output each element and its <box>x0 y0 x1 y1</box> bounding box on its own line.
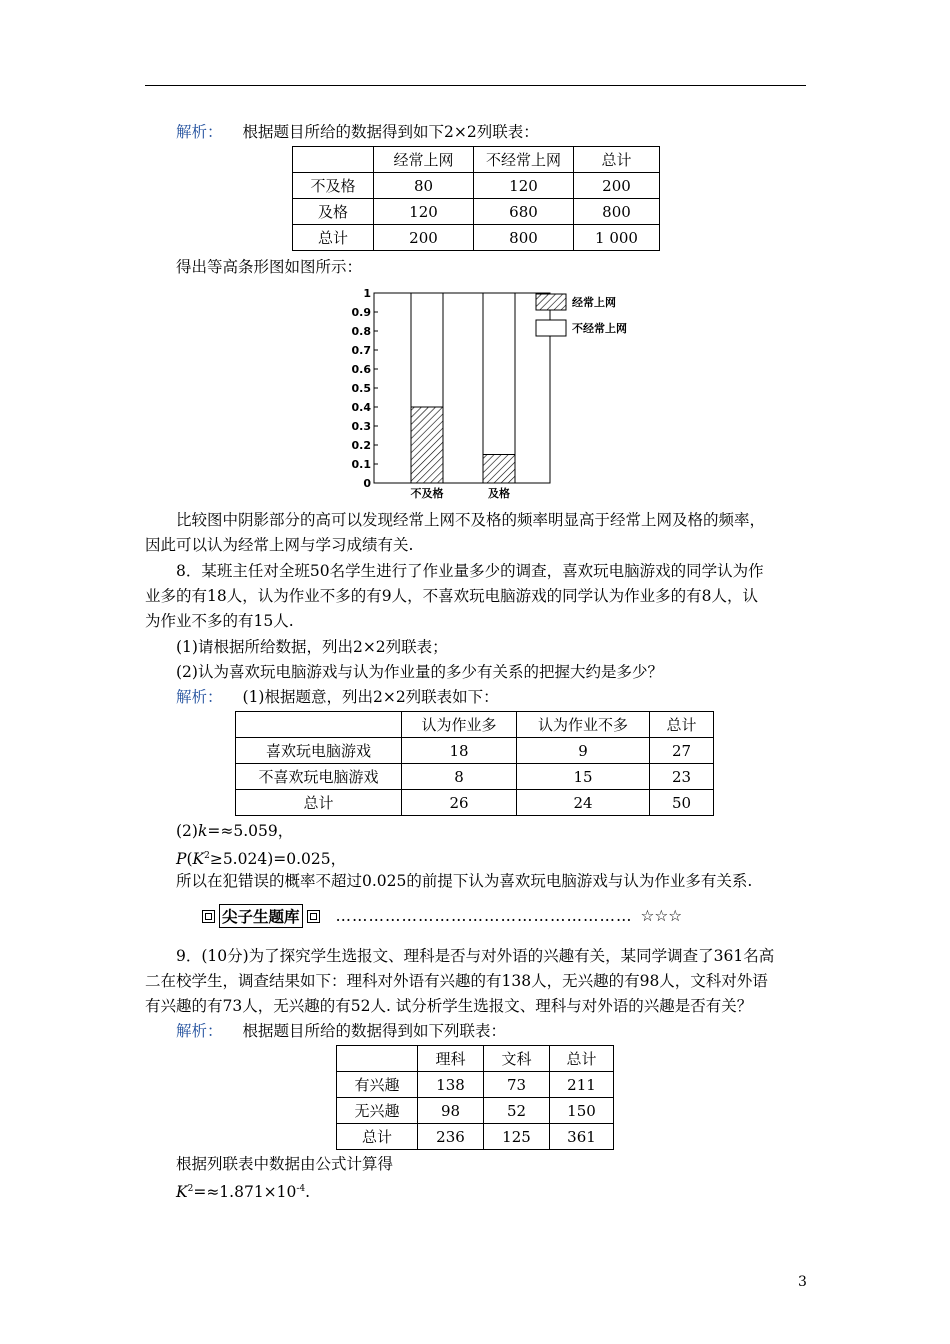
table-cell: 总计 <box>650 712 714 738</box>
table-cell: 800 <box>474 225 574 251</box>
legend-swatch <box>536 320 566 336</box>
table-cell: 23 <box>650 764 714 790</box>
y-tick-label: 0.2 <box>351 439 371 452</box>
table-cell: 80 <box>374 173 474 199</box>
table-cell: 361 <box>550 1124 614 1150</box>
k2-exponent: 2 <box>187 1184 194 1194</box>
y-tick-label: 0.5 <box>351 382 371 395</box>
table-cell: 211 <box>550 1072 614 1098</box>
table-cell: 236 <box>418 1124 484 1150</box>
table-row <box>337 1098 614 1124</box>
difficulty-stars: ☆☆☆ <box>640 907 683 925</box>
table-cell: 120 <box>474 173 574 199</box>
analysis-label: 解析： <box>176 688 223 706</box>
analysis-label: 解析： <box>176 123 223 141</box>
table-cell: 26 <box>402 790 517 816</box>
table-cell: 理科 <box>418 1046 484 1072</box>
conclusion-line-2: 因此可以认为经常上网与学习成绩有关. <box>145 536 414 554</box>
legend-label: 经常上网 <box>572 296 616 309</box>
x-category-label: 不及格 <box>410 487 444 500</box>
table-cell: 9 <box>517 738 650 764</box>
table-cell: 总计 <box>337 1124 418 1150</box>
table-cell: 认为作业不多 <box>517 712 650 738</box>
k-value: =≈5.059， <box>207 822 294 840</box>
contingency-table-8 <box>235 711 714 816</box>
table-cell: 及格 <box>293 199 374 225</box>
table-cell: 200 <box>374 225 474 251</box>
table-cell: 680 <box>474 199 574 225</box>
formula-intro: 根据列联表中数据由公式计算得 <box>176 1155 394 1173</box>
y-tick-label: 0.8 <box>351 325 371 338</box>
k2-variable: K <box>176 1183 188 1202</box>
table-cell <box>236 712 402 738</box>
table-cell: 800 <box>574 199 660 225</box>
table-cell: 8 <box>402 764 517 790</box>
analysis-intro: 根据题目所给的数据得到如下2×2列联表： <box>242 123 539 141</box>
table-cell: 50 <box>650 790 714 816</box>
problem8-line-2: 业多的有18人，认为作业不多的有9人，不喜欢玩电脑游戏的同学认为作业多的有8人，认 <box>145 587 758 605</box>
table-cell: 文科 <box>484 1046 550 1072</box>
table-cell: 73 <box>484 1072 550 1098</box>
problem8-line-1: 8．某班主任对全班50名学生进行了作业量多少的调查，喜欢玩电脑游戏的同学认为作 <box>176 562 764 580</box>
contingency-table-9 <box>336 1045 614 1150</box>
problem9-line-2: 二在校学生，调查结果如下：理科对外语有兴趣的有138人，无兴趣的有98人，文科对外语 <box>145 972 768 990</box>
y-tick-label: 0.7 <box>351 344 371 357</box>
table-cell: 经常上网 <box>374 147 474 173</box>
contingency-table-7 <box>292 146 660 251</box>
table-cell: 认为作业多 <box>402 712 517 738</box>
k-variable: k <box>197 822 208 840</box>
p-k-variable: K <box>192 850 205 869</box>
table-cell: 总计 <box>550 1046 614 1072</box>
table-cell: 98 <box>418 1098 484 1124</box>
k2-value-exponent: -4 <box>296 1184 306 1194</box>
bar-segment <box>411 293 443 407</box>
y-tick-label: 0.4 <box>351 401 371 414</box>
probability-line <box>176 845 346 870</box>
k-prefix: (2) <box>176 822 198 840</box>
bar-segment <box>483 455 515 484</box>
k-value-line <box>176 820 293 842</box>
problem8-final: 所以在犯错误的概率不超过0.025的前提下认为喜欢玩电脑游戏与认为作业多有关系. <box>176 872 753 890</box>
problem8-line-3: 为作业不多的有15人. <box>145 612 294 630</box>
y-tick-label: 0.6 <box>351 363 371 376</box>
question-bank-banner <box>198 904 682 928</box>
table-row <box>293 225 660 251</box>
table-cell: 120 <box>374 199 474 225</box>
table-header-row <box>293 147 660 173</box>
y-tick-label: 0 <box>363 477 371 490</box>
table-row <box>293 173 660 199</box>
y-tick-label: 1 <box>363 287 371 300</box>
plot-frame <box>374 293 550 483</box>
analysis-line-9 <box>176 1020 506 1042</box>
header-rule <box>145 85 806 86</box>
problem9-line-1: 9．(10分)为了探究学生选报文、理科是否与对外语的兴趣有关，某同学调查了361名高 <box>176 947 775 965</box>
analysis-intro: (1)根据题意，列出2×2列联表如下： <box>242 688 499 706</box>
p-k-exponent: 2 <box>204 851 210 861</box>
table-cell: 15 <box>517 764 650 790</box>
legend-label: 不经常上网 <box>572 322 627 335</box>
table-cell: 喜欢玩电脑游戏 <box>236 738 402 764</box>
table-cell: 1 000 <box>574 225 660 251</box>
bar-segment <box>483 293 515 455</box>
table-cell: 总计 <box>574 147 660 173</box>
dot-leader: ……………………………………………… <box>335 907 633 925</box>
table-cell: 52 <box>484 1098 550 1124</box>
table-cell: 27 <box>650 738 714 764</box>
table-cell <box>293 147 374 173</box>
problem9-line-3: 有兴趣的有73人，无兴趣的有52人. 试分析学生选报文、理科与对外语的兴趣是否有关？ <box>145 997 753 1015</box>
table-row <box>337 1072 614 1098</box>
table-cell: 125 <box>484 1124 550 1150</box>
table-header-row <box>236 712 714 738</box>
y-tick-label: 0.3 <box>351 420 371 433</box>
problem8-question-1: (1)请根据所给数据，列出2×2列联表； <box>176 638 448 656</box>
table-cell: 24 <box>517 790 650 816</box>
bar-segment <box>411 407 443 483</box>
analysis-line-7 <box>176 121 539 143</box>
table-cell: 不经常上网 <box>474 147 574 173</box>
table-cell: 150 <box>550 1098 614 1124</box>
y-tick-label: 0.1 <box>351 458 371 471</box>
box-icon <box>307 910 320 923</box>
analysis-intro: 根据题目所给的数据得到如下列联表： <box>242 1022 507 1040</box>
chart-intro: 得出等高条形图如图所示： <box>176 258 363 276</box>
analysis-label: 解析： <box>176 1022 223 1040</box>
table-cell: 不及格 <box>293 173 374 199</box>
table-row <box>293 199 660 225</box>
problem8-question-2: (2)认为喜欢玩电脑游戏与认为作业量的多少有关系的把握大约是多少？ <box>176 663 663 681</box>
p-open: ( <box>186 850 193 869</box>
p-function: P <box>176 850 187 869</box>
question-bank-title: 尖子生题库 <box>219 904 303 928</box>
table-row <box>236 790 714 816</box>
page-number: 3 <box>798 1274 807 1290</box>
p-value: ≥5.024)=0.025， <box>209 850 347 869</box>
table-header-row <box>337 1046 614 1072</box>
box-icon <box>202 910 215 923</box>
k2-value-line <box>176 1178 310 1203</box>
analysis-line-8 <box>176 686 499 708</box>
table-cell <box>337 1046 418 1072</box>
table-cell: 200 <box>574 173 660 199</box>
conclusion-line-1: 比较图中阴影部分的高可以发现经常上网不及格的频率明显高于经常上网及格的频率， <box>176 511 766 529</box>
table-cell: 有兴趣 <box>337 1072 418 1098</box>
table-cell: 总计 <box>293 225 374 251</box>
table-cell: 138 <box>418 1072 484 1098</box>
stacked-bar-chart <box>340 283 640 505</box>
table-row <box>236 738 714 764</box>
table-row <box>236 764 714 790</box>
table-cell: 不喜欢玩电脑游戏 <box>236 764 402 790</box>
table-cell: 18 <box>402 738 517 764</box>
table-cell: 无兴趣 <box>337 1098 418 1124</box>
x-category-label: 及格 <box>488 487 510 500</box>
table-cell: 总计 <box>236 790 402 816</box>
k2-value: =≈1.871×10 <box>193 1183 297 1202</box>
k2-end: . <box>305 1183 311 1202</box>
legend-swatch <box>536 294 566 310</box>
table-row <box>337 1124 614 1150</box>
y-tick-label: 0.9 <box>351 306 371 319</box>
